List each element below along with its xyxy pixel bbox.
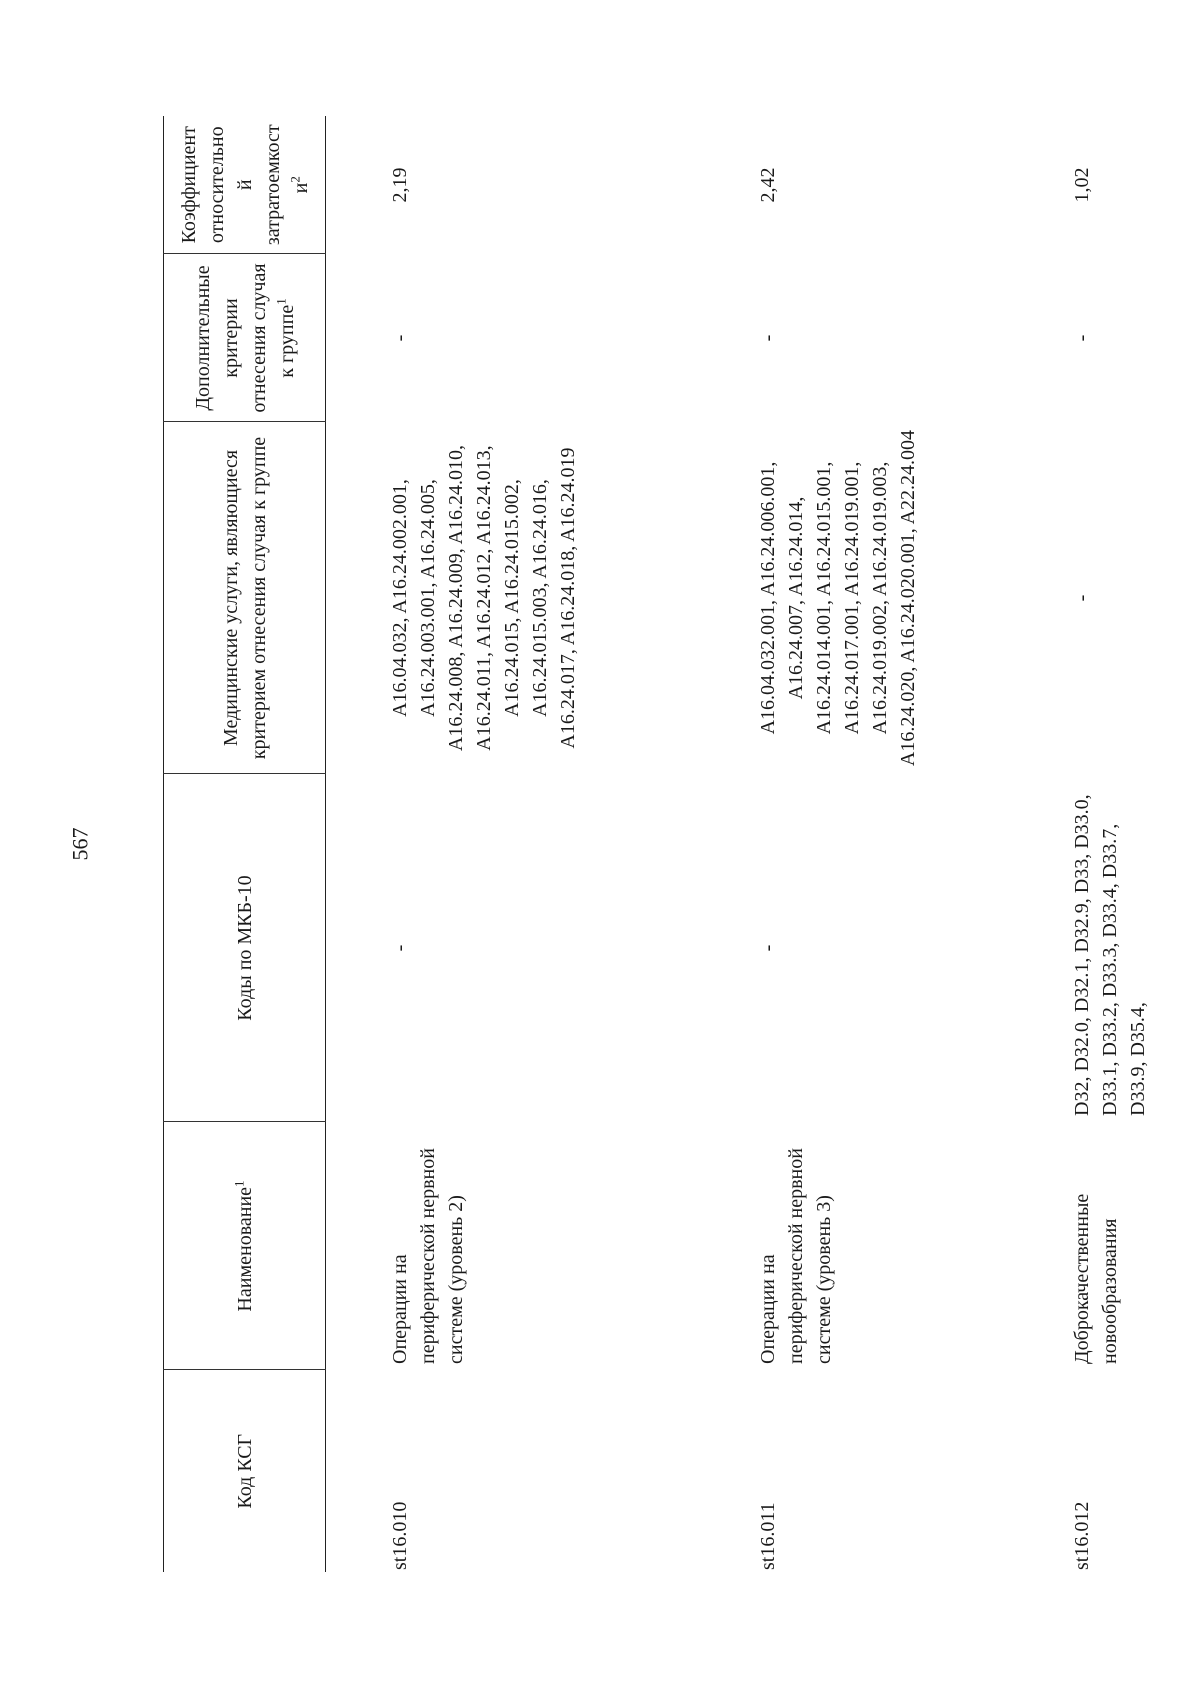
cell-name: Операции на периферической нервной системе (уровень 3)	[756, 1148, 835, 1364]
header-coefficient: Коэффициент относительно й затратоемкост $и^2$	[164, 116, 326, 254]
cell-services: -	[1070, 594, 1093, 602]
cell-extra-criteria: -	[756, 334, 779, 342]
cell-mkb: -	[389, 944, 411, 952]
cell-mkb: D32, D32.0, D32.1, D32.9, D33, D33.0, D33.1, D33.2, D33.3, D33.4, D33.7, D33.9, D35.4,	[1070, 794, 1149, 1116]
cell-coefficient: 2,42	[756, 167, 779, 203]
page-number-text: 567	[67, 827, 92, 861]
table-row	[666, 116, 986, 1572]
cell-extra-criteria: -	[389, 334, 411, 342]
cell-code: st16.010	[389, 1501, 411, 1570]
cell-name: Доброкачественные новообразования	[1070, 1193, 1121, 1364]
header-code: Код КСГ	[233, 1433, 256, 1509]
page-number	[60, 826, 100, 862]
cell-code: st16.011	[756, 1502, 779, 1570]
ksg-table	[163, 116, 1186, 1572]
table-row	[326, 116, 666, 1572]
cell-extra-criteria: -	[1070, 334, 1093, 342]
cell-services: A16.04.032, A16.24.002.001, A16.24.003.001, A16.24.005, A16.24.008, A16.24.009, A16.24.010, A16.24.011, A16.24.012, A16.24.013, A16.24.015, A16.24.015.002, A16.24.015.003, A16.24.016, A16.24.017, A16.24.018, A16.24.019	[389, 444, 579, 752]
table-header	[164, 116, 326, 1572]
cell-services: A16.04.032.001, A16.24.006.001, A16.24.007, A16.24.014, A16.24.014.001, A16.24.015.001, A16.24.017.001, A16.24.019.001, A16.24.019.002, A16.24.019.003, A16.24.020, A16.24.020.001, A22.24.004	[756, 429, 919, 767]
header-services: Медицинские услуги, являющиеся критерием отнесения случая к группе	[164, 422, 326, 774]
cell-code: st16.012	[1070, 1501, 1093, 1570]
cell-name: Операции на периферической нервной системе (уровень 2)	[389, 1148, 467, 1364]
header-extra-criteria: Дополнительные критерии отнесения случая к группе$^1$	[164, 254, 326, 422]
tariff-table-container	[163, 116, 1200, 1572]
cell-coefficient: 1,02	[1070, 167, 1093, 203]
cell-coefficient: 2,19	[389, 167, 411, 203]
header-mkb: Коды по МКБ-10	[164, 774, 326, 1122]
cell-mkb: -	[756, 944, 779, 952]
table-row	[986, 116, 1186, 1572]
header-name: Наименование$^1$	[164, 1122, 326, 1370]
